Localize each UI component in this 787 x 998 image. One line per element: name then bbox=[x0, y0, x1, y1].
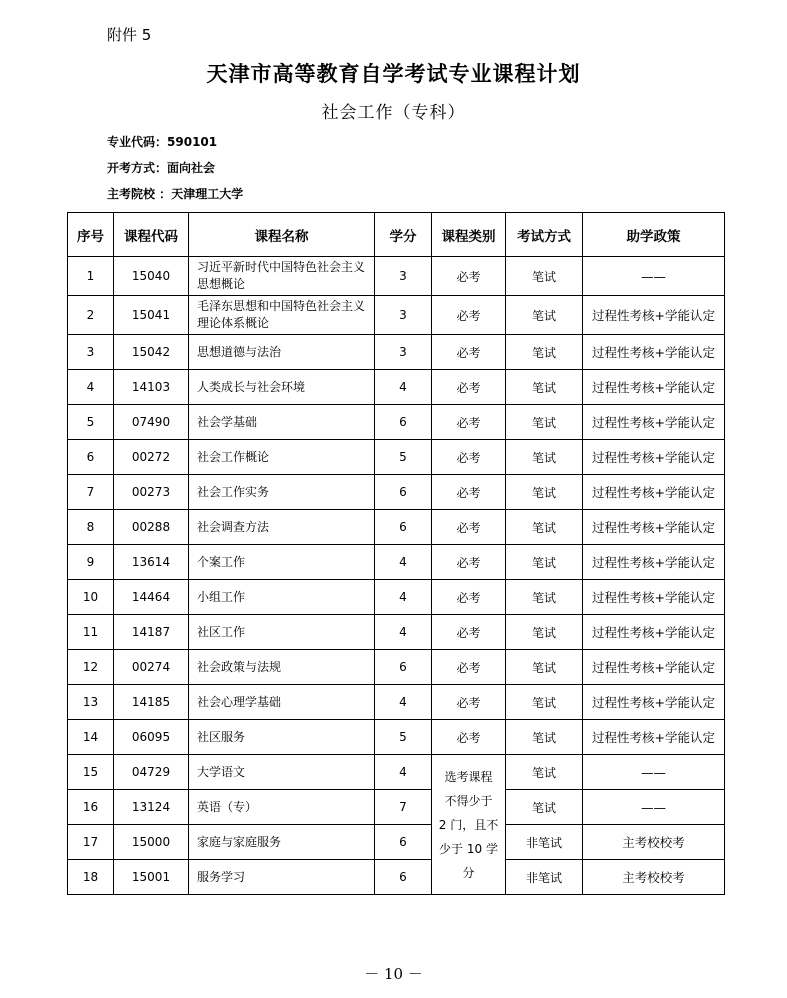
row-type: 必考 bbox=[432, 296, 506, 335]
row-code: 06095 bbox=[114, 720, 189, 755]
row-policy: 过程性考核+学能认定 bbox=[583, 510, 725, 545]
row-exam: 笔试 bbox=[506, 580, 583, 615]
elective-note bbox=[432, 755, 506, 895]
school-line bbox=[107, 185, 243, 202]
row-no: 15 bbox=[68, 755, 114, 790]
header-name: 课程名称 bbox=[189, 213, 375, 257]
attachment-label: 附件 5 bbox=[107, 26, 152, 44]
row-no: 13 bbox=[68, 685, 114, 720]
row-code: 04729 bbox=[114, 755, 189, 790]
school-label: 主考院校 ： bbox=[107, 187, 172, 201]
row-policy: 过程性考核+学能认定 bbox=[583, 405, 725, 440]
row-policy: 过程性考核+学能认定 bbox=[583, 370, 725, 405]
row-no: 6 bbox=[68, 440, 114, 475]
table-row bbox=[68, 510, 725, 545]
table-row bbox=[68, 440, 725, 475]
row-exam: 笔试 bbox=[506, 296, 583, 335]
row-policy: 过程性考核+学能认定 bbox=[583, 615, 725, 650]
row-code: 07490 bbox=[114, 405, 189, 440]
major-code-label: 专业代码： bbox=[107, 135, 168, 149]
row-code: 15041 bbox=[114, 296, 189, 335]
elective-note-line: 选考课程 bbox=[444, 769, 493, 784]
row-code: 14187 bbox=[114, 615, 189, 650]
row-type: 必考 bbox=[432, 257, 506, 296]
table-row bbox=[68, 370, 725, 405]
row-exam: 笔试 bbox=[506, 335, 583, 370]
elective-note-line: 不得少于 bbox=[444, 793, 493, 808]
row-credit: 6 bbox=[375, 650, 432, 685]
row-code: 00272 bbox=[114, 440, 189, 475]
row-policy: 过程性考核+学能认定 bbox=[583, 580, 725, 615]
row-credit: 6 bbox=[375, 510, 432, 545]
row-policy: —— bbox=[583, 755, 725, 790]
row-policy: 过程性考核+学能认定 bbox=[583, 296, 725, 335]
row-name: 社区工作 bbox=[189, 615, 375, 650]
row-policy: 过程性考核+学能认定 bbox=[583, 650, 725, 685]
row-policy: —— bbox=[583, 790, 725, 825]
document-title: 天津市高等教育自学考试专业课程计划 bbox=[206, 61, 581, 86]
row-exam: 非笔试 bbox=[506, 825, 583, 860]
table-row bbox=[68, 685, 725, 720]
row-code: 15040 bbox=[114, 257, 189, 296]
row-type: 必考 bbox=[432, 580, 506, 615]
row-name: 家庭与家庭服务 bbox=[189, 825, 375, 860]
table-row bbox=[68, 257, 725, 296]
table-row bbox=[68, 580, 725, 615]
row-code: 00273 bbox=[114, 475, 189, 510]
row-exam: 笔试 bbox=[506, 545, 583, 580]
row-credit: 6 bbox=[375, 405, 432, 440]
row-exam: 笔试 bbox=[506, 370, 583, 405]
row-name: 服务学习 bbox=[189, 860, 375, 895]
row-exam: 笔试 bbox=[506, 720, 583, 755]
row-no: 8 bbox=[68, 510, 114, 545]
exam-mode-label: 开考方式： bbox=[107, 161, 168, 175]
row-policy: —— bbox=[583, 257, 725, 296]
row-type: 必考 bbox=[432, 475, 506, 510]
row-code: 00274 bbox=[114, 650, 189, 685]
row-name: 思想道德与法治 bbox=[189, 335, 375, 370]
row-name: 人类成长与社会环境 bbox=[189, 370, 375, 405]
table-row bbox=[68, 650, 725, 685]
row-no: 9 bbox=[68, 545, 114, 580]
row-code: 14103 bbox=[114, 370, 189, 405]
row-code: 14185 bbox=[114, 685, 189, 720]
row-no: 10 bbox=[68, 580, 114, 615]
header-no: 序号 bbox=[68, 213, 114, 257]
row-exam: 笔试 bbox=[506, 650, 583, 685]
row-exam: 笔试 bbox=[506, 475, 583, 510]
page-number: － 10 － bbox=[364, 965, 423, 983]
row-credit: 4 bbox=[375, 580, 432, 615]
row-name: 社会工作概论 bbox=[189, 440, 375, 475]
row-code: 13124 bbox=[114, 790, 189, 825]
row-type: 必考 bbox=[432, 335, 506, 370]
row-type: 必考 bbox=[432, 405, 506, 440]
header-credit: 学分 bbox=[375, 213, 432, 257]
row-name: 社会心理学基础 bbox=[189, 685, 375, 720]
table-header-row bbox=[68, 213, 725, 257]
row-credit: 4 bbox=[375, 755, 432, 790]
row-credit: 4 bbox=[375, 545, 432, 580]
row-exam: 笔试 bbox=[506, 685, 583, 720]
course-plan-table bbox=[67, 212, 725, 895]
row-name: 社区服务 bbox=[189, 720, 375, 755]
row-exam: 笔试 bbox=[506, 257, 583, 296]
row-no: 1 bbox=[68, 257, 114, 296]
exam-mode-value: 面向社会 bbox=[167, 161, 216, 175]
row-credit: 3 bbox=[375, 335, 432, 370]
row-type: 必考 bbox=[432, 720, 506, 755]
row-credit: 5 bbox=[375, 440, 432, 475]
row-code: 13614 bbox=[114, 545, 189, 580]
row-credit: 4 bbox=[375, 370, 432, 405]
row-no: 7 bbox=[68, 475, 114, 510]
row-credit: 6 bbox=[375, 475, 432, 510]
major-code-value: 590101 bbox=[167, 135, 218, 149]
row-credit: 4 bbox=[375, 685, 432, 720]
major-code-line bbox=[107, 133, 217, 150]
row-type: 必考 bbox=[432, 650, 506, 685]
row-type: 必考 bbox=[432, 510, 506, 545]
table-row bbox=[68, 860, 725, 895]
row-no: 18 bbox=[68, 860, 114, 895]
row-exam: 笔试 bbox=[506, 510, 583, 545]
row-credit: 7 bbox=[375, 790, 432, 825]
row-name: 社会工作实务 bbox=[189, 475, 375, 510]
document-subtitle: 社会工作（专科） bbox=[321, 103, 466, 123]
row-exam: 笔试 bbox=[506, 755, 583, 790]
row-no: 14 bbox=[68, 720, 114, 755]
row-exam: 非笔试 bbox=[506, 860, 583, 895]
table-row bbox=[68, 296, 725, 335]
row-policy: 过程性考核+学能认定 bbox=[583, 475, 725, 510]
row-type: 必考 bbox=[432, 545, 506, 580]
row-policy: 主考校校考 bbox=[583, 825, 725, 860]
row-code: 15042 bbox=[114, 335, 189, 370]
row-policy: 过程性考核+学能认定 bbox=[583, 335, 725, 370]
school-value: 天津理工大学 bbox=[171, 187, 244, 201]
table-row bbox=[68, 335, 725, 370]
row-credit: 6 bbox=[375, 825, 432, 860]
row-no: 11 bbox=[68, 615, 114, 650]
row-name: 英语（专） bbox=[189, 790, 375, 825]
row-name: 习近平新时代中国特色社会主义思想概论 bbox=[189, 257, 375, 296]
row-code: 15000 bbox=[114, 825, 189, 860]
row-type: 必考 bbox=[432, 370, 506, 405]
row-no: 5 bbox=[68, 405, 114, 440]
row-name: 社会调查方法 bbox=[189, 510, 375, 545]
row-name: 毛泽东思想和中国特色社会主义理论体系概论 bbox=[189, 296, 375, 335]
row-code: 00288 bbox=[114, 510, 189, 545]
row-policy: 过程性考核+学能认定 bbox=[583, 440, 725, 475]
row-code: 14464 bbox=[114, 580, 189, 615]
row-no: 4 bbox=[68, 370, 114, 405]
table-row bbox=[68, 825, 725, 860]
row-type: 必考 bbox=[432, 615, 506, 650]
row-exam: 笔试 bbox=[506, 790, 583, 825]
row-code: 15001 bbox=[114, 860, 189, 895]
header-code: 课程代码 bbox=[114, 213, 189, 257]
row-credit: 5 bbox=[375, 720, 432, 755]
row-credit: 4 bbox=[375, 615, 432, 650]
table-row bbox=[68, 720, 725, 755]
elective-note-line: 分 bbox=[462, 865, 475, 880]
exam-mode-line bbox=[107, 159, 215, 176]
row-no: 3 bbox=[68, 335, 114, 370]
row-credit: 6 bbox=[375, 860, 432, 895]
row-policy: 过程性考核+学能认定 bbox=[583, 720, 725, 755]
row-type: 必考 bbox=[432, 685, 506, 720]
row-credit: 3 bbox=[375, 296, 432, 335]
row-name: 个案工作 bbox=[189, 545, 375, 580]
row-type: 必考 bbox=[432, 440, 506, 475]
row-no: 2 bbox=[68, 296, 114, 335]
row-name: 社会政策与法规 bbox=[189, 650, 375, 685]
row-exam: 笔试 bbox=[506, 440, 583, 475]
table-row bbox=[68, 475, 725, 510]
row-no: 16 bbox=[68, 790, 114, 825]
header-type: 课程类别 bbox=[432, 213, 506, 257]
row-name: 大学语文 bbox=[189, 755, 375, 790]
row-no: 12 bbox=[68, 650, 114, 685]
row-policy: 主考校校考 bbox=[583, 860, 725, 895]
row-policy: 过程性考核+学能认定 bbox=[583, 545, 725, 580]
row-policy: 过程性考核+学能认定 bbox=[583, 685, 725, 720]
table-row bbox=[68, 755, 725, 790]
header-policy: 助学政策 bbox=[583, 213, 725, 257]
elective-note-line: 少于 10 学 bbox=[439, 841, 498, 856]
row-name: 小组工作 bbox=[189, 580, 375, 615]
row-credit: 3 bbox=[375, 257, 432, 296]
row-exam: 笔试 bbox=[506, 405, 583, 440]
row-no: 17 bbox=[68, 825, 114, 860]
row-name: 社会学基础 bbox=[189, 405, 375, 440]
header-exam: 考试方式 bbox=[506, 213, 583, 257]
elective-note-line: 2 门，且不 bbox=[438, 817, 499, 832]
table-row bbox=[68, 545, 725, 580]
table-row bbox=[68, 615, 725, 650]
table-row bbox=[68, 405, 725, 440]
table-row bbox=[68, 790, 725, 825]
row-exam: 笔试 bbox=[506, 615, 583, 650]
